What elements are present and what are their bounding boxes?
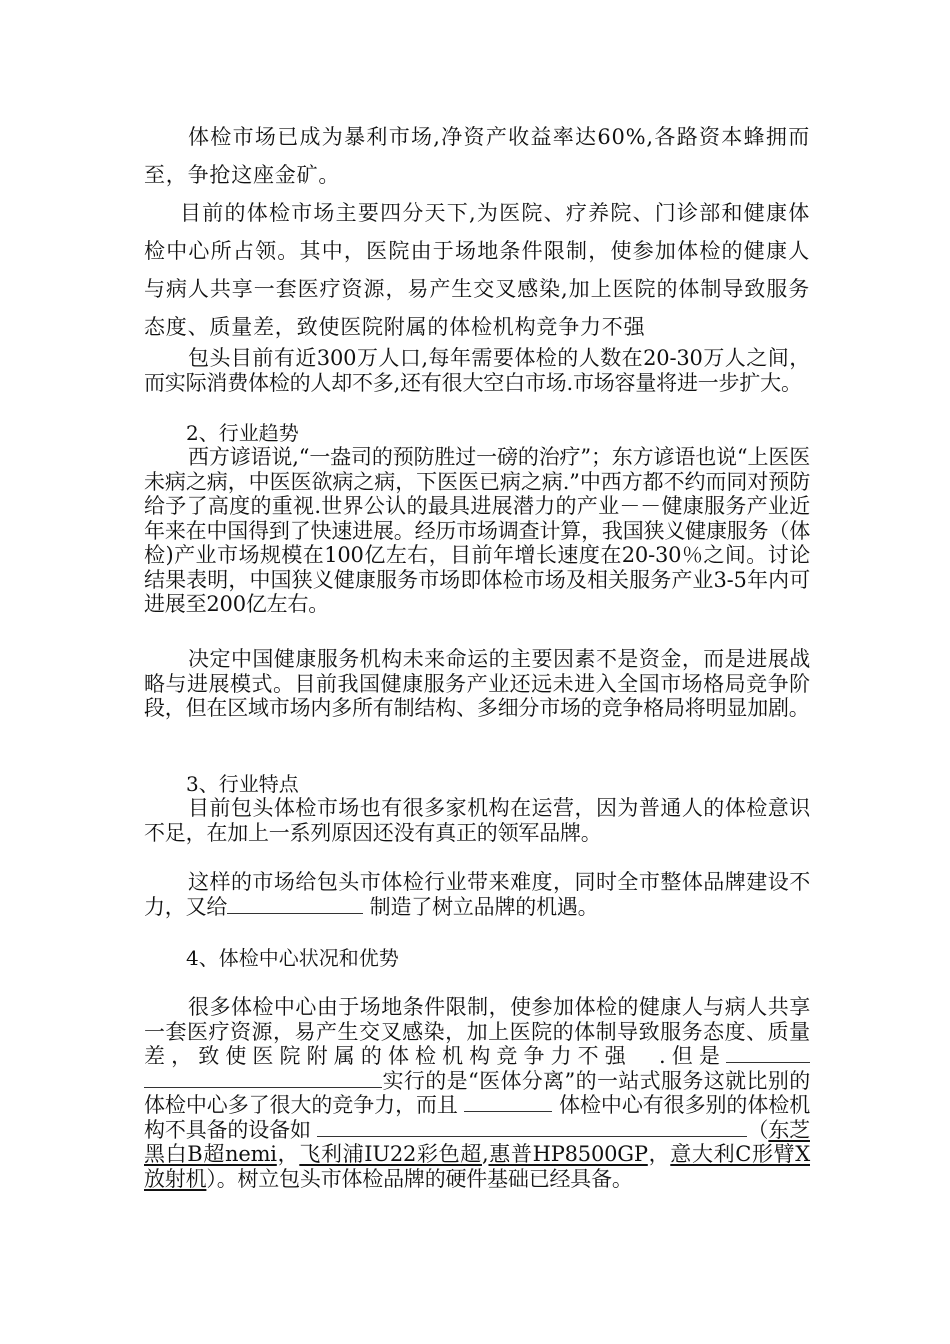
paragraph-industry-features: 目前包头体检市场也有很多家机构在运营，因为普通人的体检意识不足，在加上一系列原因还没有真正的领军品牌。 <box>144 796 810 845</box>
paragraph-industry-trend: 西方谚语说,“一盎司的预防胜过一磅的治疗”；东方谚语也说“上医医未病之病，中医医欲病之病，下医医已病之病.”中西方都不约而同对预防给予了高度的重视.世界公认的最具进展潜力的产业－－健康服务产业近年来在中国得到了快速进展。经历市场调查计算，我国狭义健康服务（体检)产业市场规模在100亿左右，目前年增长速度在20-30％之间。讨论结果表明，中国狭义健康服务市场即体检市场及相关服务产业3-5年内可进展至200亿左右。 <box>144 445 810 616</box>
equipment-toshiba: 东芝黑白B超nemi <box>144 1117 810 1166</box>
separator: ， <box>276 1142 300 1166</box>
text-segment: 这样的市场给包头市体检行业带来难度，同时全市整体品牌建设不力，又给 <box>144 870 810 919</box>
text-segment: ）。树立包头市体检品牌的硬件基础已经具备。 <box>206 1166 633 1191</box>
fill-blank-underline <box>227 895 363 914</box>
paragraph-center-advantages <box>144 995 810 1191</box>
heading-center-status: 4、体检中心状况和优势 <box>186 946 399 970</box>
equipment-c-arm: 意大利C形臂X放射机 <box>144 1142 810 1191</box>
text-segment: 很多体检中心由于场地条件限制，使参加体检的健康人与病人共享一套医疗资源，易产生交叉感染，加上医院的体制导致服务态度、质量差，致使医院附属的体检机构竞争力不强 .但是 <box>144 995 810 1068</box>
heading-industry-trend: 2、行业趋势 <box>186 421 299 445</box>
fill-blank-underline <box>464 1093 552 1112</box>
text-segment: 体检中心有很多别的体检机构不具备的设备如 <box>144 1093 811 1142</box>
separator: , <box>481 1142 489 1166</box>
fill-blank-underline <box>617 1118 747 1137</box>
paragraph-market-structure: 目前的体检市场主要四分天下,为医院、疗养院、门诊部和健康体检中心所占领。其中，医院由于场地条件限制，使参加体检的健康人与病人共享一套医疗资源，易产生交叉感染,加上医院的体制导致服务态度、质量差，致使医院附属的体检机构竞争力不强 <box>144 201 810 339</box>
fill-blank-underline <box>317 1118 617 1137</box>
equipment-philips: 飞利浦IU22彩色超 <box>299 1142 482 1166</box>
heading-industry-features: 3、行业特点 <box>186 772 299 796</box>
paragraph-baotou-population: 包头目前有近300万人口,每年需要体检的人数在20-30万人之间，而实际消费体检的人却不多,还有很大空白市场.市场容量将进一步扩大。 <box>144 346 810 395</box>
text-segment: 制造了树立品牌的机遇。 <box>363 894 599 919</box>
equipment-hp: 惠普HP8500GP <box>488 1142 648 1166</box>
separator: ， <box>647 1142 671 1166</box>
paragraph-brand-opportunity <box>144 870 810 919</box>
fill-blank-underline <box>144 1069 382 1088</box>
paragraph-decisive-factors: 决定中国健康服务机构未来命运的主要因素不是资金，而是进展战略与进展模式。目前我国健康服务产业还远未进入全国市场格局竞争阶段，但在区域市场内多所有制结构、多细分市场的竞争格局将明显加剧。 <box>144 647 810 720</box>
text-segment: 实行的是“医体分离”的一站式服务这就比别的体检中心多了很大的竞争力，而且 <box>144 1068 810 1117</box>
paragraph-market-profit: 体检市场已成为暴利市场,净资产收益率达60%,各路资本蜂拥而至，争抢这座金矿。 <box>144 125 810 187</box>
text-segment: （ <box>747 1117 769 1142</box>
fill-blank-underline <box>726 1044 810 1063</box>
